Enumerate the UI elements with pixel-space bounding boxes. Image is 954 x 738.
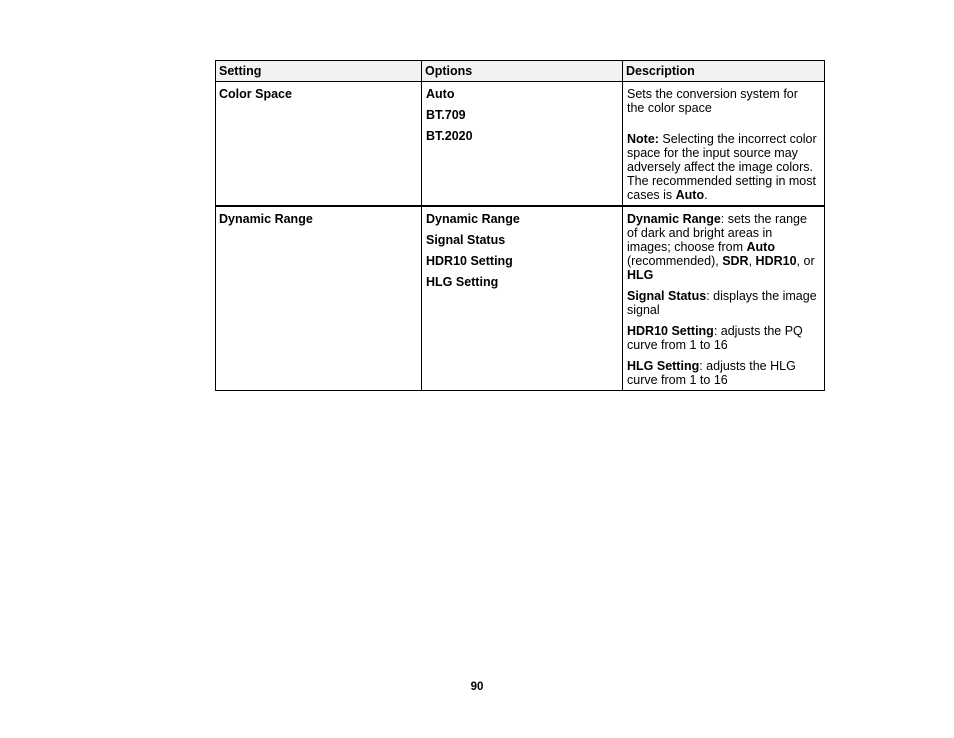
option-item: HDR10 Setting <box>426 254 513 268</box>
header-description: Description <box>623 61 825 82</box>
settings-table <box>215 60 825 391</box>
bold-text: Dynamic Range <box>627 212 721 226</box>
options-cell <box>422 82 623 207</box>
note-paragraph <box>627 132 818 202</box>
text-run: Selecting the incorrect color space for the input source may adversely affect the image colors. The recommended setting in most cases is <box>627 132 817 202</box>
bold-text: HDR10 <box>755 254 797 268</box>
text-run: , or <box>796 254 815 268</box>
bold-text: HDR10 Setting <box>627 324 714 338</box>
bold-text: Signal Status <box>627 289 707 303</box>
header-setting: Setting <box>216 61 422 82</box>
option-item: Auto <box>426 87 455 101</box>
description-paragraph <box>627 87 818 115</box>
description-paragraph <box>627 324 818 352</box>
setting-cell: Color Space <box>216 82 422 207</box>
table-header <box>216 61 825 82</box>
page-number: 90 <box>470 681 484 693</box>
option-item: HLG Setting <box>426 275 499 289</box>
bold-text: Auto <box>746 240 775 254</box>
description-paragraph <box>627 289 818 317</box>
bold-text: HLG Setting <box>627 359 700 373</box>
description-cell <box>623 206 825 391</box>
text-run: , <box>748 254 756 268</box>
option-item: Dynamic Range <box>426 212 520 226</box>
header-row <box>216 61 825 82</box>
text-run: (recommended), <box>627 254 723 268</box>
bold-text: Note: <box>627 132 659 146</box>
description-cell <box>623 82 825 207</box>
description-paragraph <box>627 359 818 387</box>
bold-text: HLG <box>627 268 654 282</box>
table-row <box>216 82 825 207</box>
table-row <box>216 206 825 391</box>
bold-text: Auto <box>675 188 705 202</box>
text-run: : sets the range of dark and bright areas in images; choose from <box>627 212 807 254</box>
option-item: BT.709 <box>426 108 466 122</box>
setting-cell: Dynamic Range <box>216 206 422 391</box>
description-paragraph <box>627 212 818 282</box>
options-cell <box>422 206 623 391</box>
bold-text: SDR <box>722 254 749 268</box>
option-item: BT.2020 <box>426 129 473 143</box>
text-run: : adjusts the HLG curve from 1 to 16 <box>627 359 796 387</box>
option-item: Signal Status <box>426 233 506 247</box>
text-run: : displays the image signal <box>627 289 817 317</box>
text-run: . <box>704 188 708 202</box>
text-run: Sets the conversion system for the color space <box>627 87 798 115</box>
header-options: Options <box>422 61 623 82</box>
text-run: : adjusts the PQ curve from 1 to 16 <box>627 324 803 352</box>
